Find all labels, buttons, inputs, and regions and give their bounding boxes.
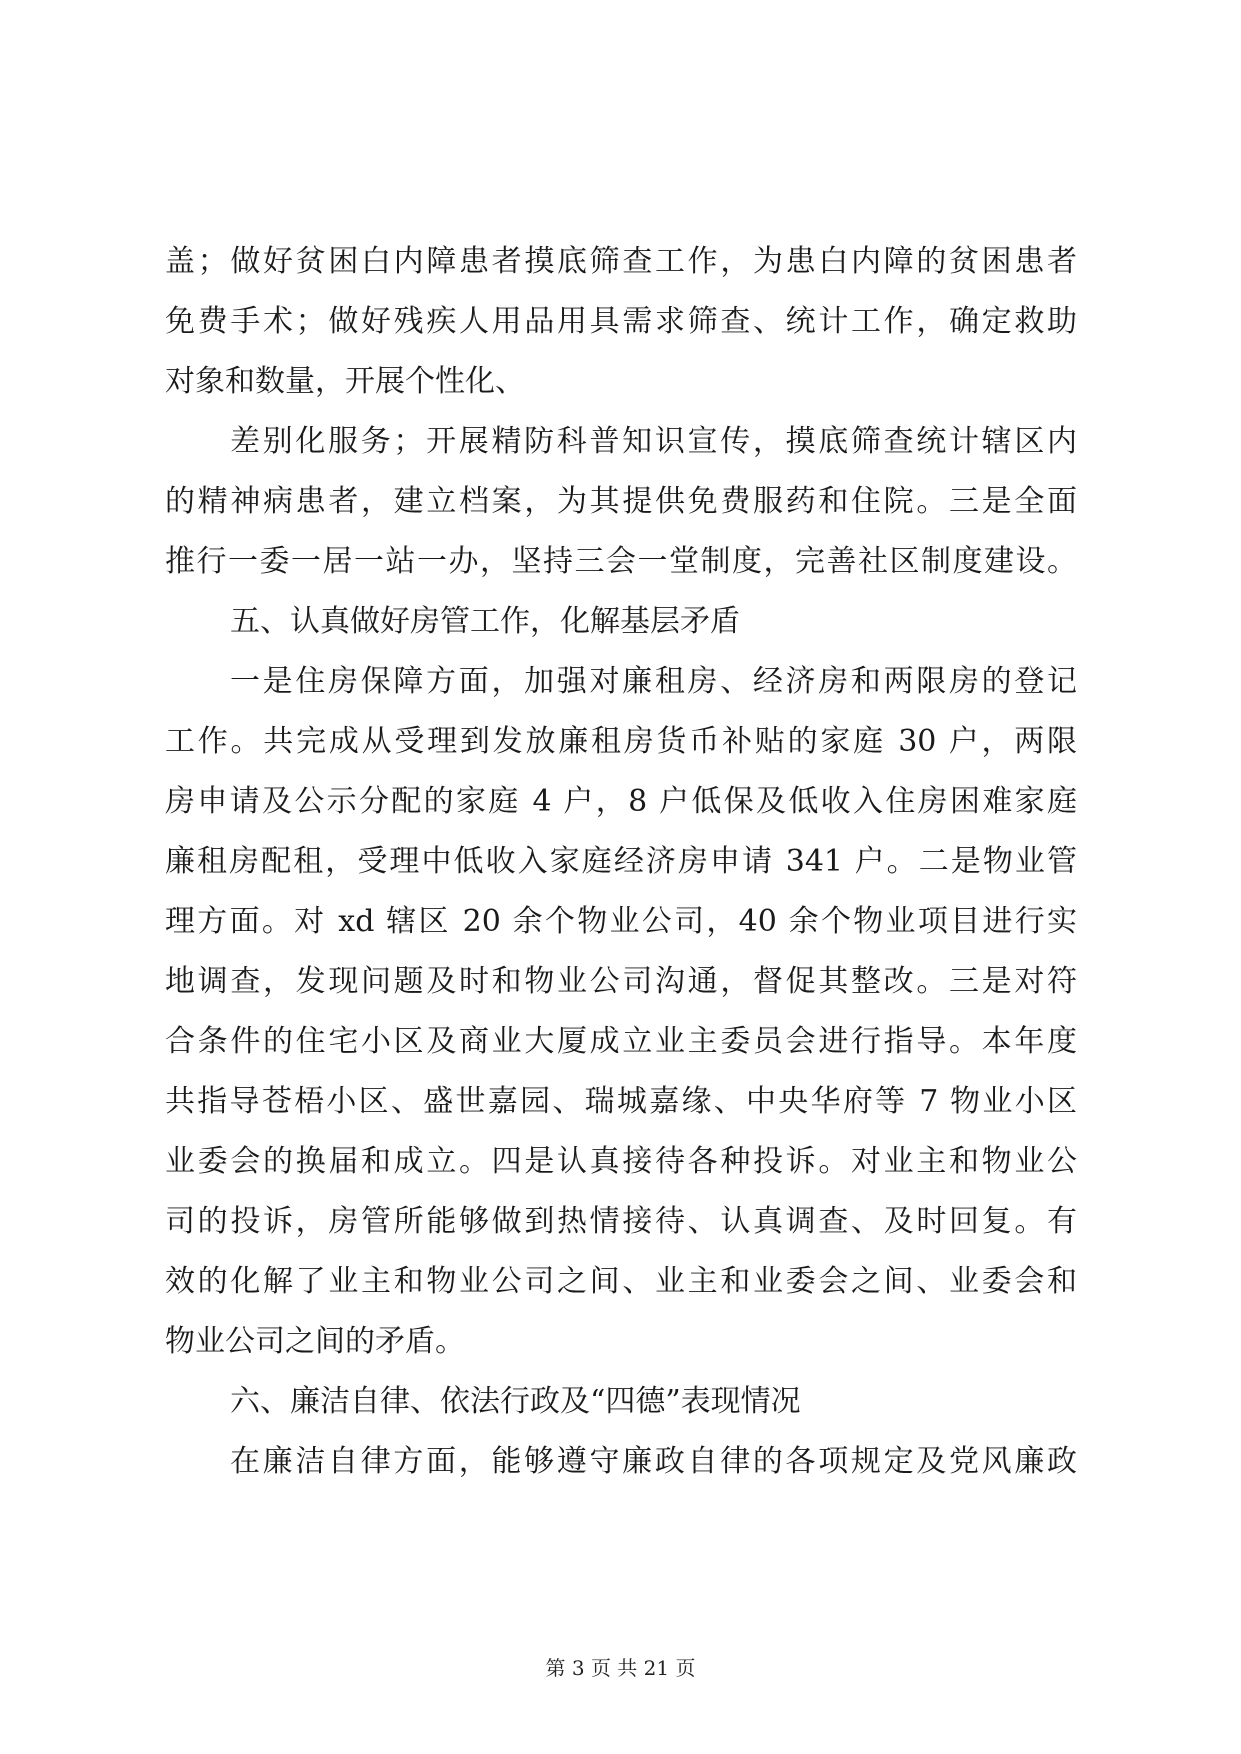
text-line: 地调查，发现问题及时和物业公司沟通，督促其整改。三是对符 <box>165 964 1077 999</box>
text-line: 共指导苍梧小区、盛世嘉园、瑞城嘉缘、中央华府等 7 物业小区 <box>165 1084 1077 1119</box>
text-line: 理方面。对 xd 辖区 20 余个物业公司，40 余个物业项目进行实 <box>165 904 1077 939</box>
section-heading: 五、认真做好房管工作，化解基层矛盾 <box>230 604 740 639</box>
text-line: 的精神病患者，建立档案，为其提供免费服药和住院。三是全面 <box>165 484 1077 519</box>
text-line: 合条件的住宅小区及商业大厦成立业主委员会进行指导。本年度 <box>165 1024 1077 1059</box>
text-line: 差别化服务；开展精防科普知识宣传，摸底筛查统计辖区内 <box>230 424 1077 459</box>
text-line: 免费手术；做好残疾人用品用具需求筛查、统计工作，确定救助 <box>165 304 1077 339</box>
text-line: 房申请及公示分配的家庭 4 户，8 户低保及低收入住房困难家庭 <box>165 784 1077 819</box>
text-line: 效的化解了业主和物业公司之间、业主和业委会之间、业委会和 <box>165 1264 1077 1299</box>
text-line: 推行一委一居一站一办，坚持三会一堂制度，完善社区制度建设。 <box>165 544 1077 579</box>
text-line: 盖；做好贫困白内障患者摸底筛查工作，为患白内障的贫困患者 <box>165 244 1077 279</box>
section-heading: 六、廉洁自律、依法行政及“四德”表现情况 <box>230 1384 801 1419</box>
text-line: 司的投诉，房管所能够做到热情接待、认真调查、及时回复。有 <box>165 1204 1077 1239</box>
page-number-footer: 第 3 页 共 21 页 <box>545 1656 696 1680</box>
text-line: 工作。共完成从受理到发放廉租房货币补贴的家庭 30 户，两限 <box>165 724 1077 759</box>
text-line: 廉租房配租，受理中低收入家庭经济房申请 341 户。二是物业管 <box>165 844 1077 879</box>
body-text <box>165 232 1077 1492</box>
text-line: 业委会的换届和成立。四是认真接待各种投诉。对业主和物业公 <box>165 1144 1077 1179</box>
text-line: 一是住房保障方面，加强对廉租房、经济房和两限房的登记 <box>230 664 1077 699</box>
text-line: 物业公司之间的矛盾。 <box>165 1324 465 1359</box>
text-line: 对象和数量，开展个性化、 <box>165 364 525 399</box>
text-line: 在廉洁自律方面，能够遵守廉政自律的各项规定及党风廉政 <box>230 1444 1077 1479</box>
